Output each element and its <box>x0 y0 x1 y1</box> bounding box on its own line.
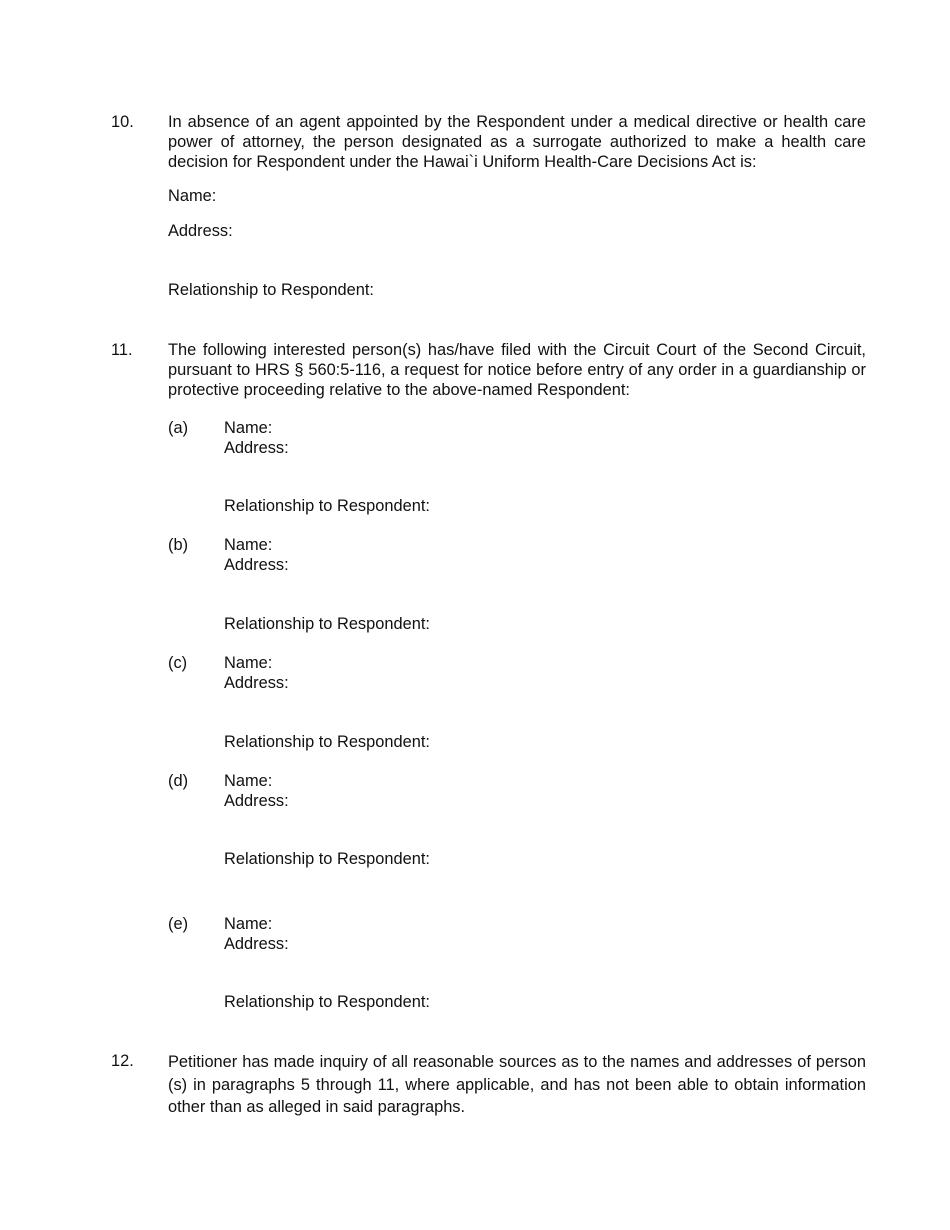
entry-e-letter: (e) <box>168 915 189 933</box>
entry-b-address-label: Address: <box>224 556 289 574</box>
paragraph-10-address-label: Address: <box>168 222 233 240</box>
entry-e-relationship-label: Relationship to Respondent: <box>224 993 430 1011</box>
entry-b-relationship-label: Relationship to Respondent: <box>224 615 430 633</box>
paragraph-11-number: 11. <box>111 341 133 359</box>
entry-a-relationship-label: Relationship to Respondent: <box>224 497 430 515</box>
entry-c-name-label: Name: <box>224 654 273 672</box>
entry-c-address-label: Address: <box>224 674 289 692</box>
paragraph-11-text: The following interested person(s) has/have filed with the Circuit Court of the Second Circuit, pursuant to HRS § 560:5-116, a request for notice before entry of any order in a guardianship or protective proceeding relative to the above-named Respondent: <box>168 341 866 399</box>
entry-a-name-label: Name: <box>224 419 273 437</box>
entry-d-name-label: Name: <box>224 772 273 790</box>
paragraph-10-number: 10. <box>111 113 134 131</box>
paragraph-12-number: 12. <box>111 1052 134 1070</box>
entry-e-name-label: Name: <box>224 915 273 933</box>
entry-b-letter: (b) <box>168 536 189 554</box>
entry-c-relationship-label: Relationship to Respondent: <box>224 733 430 751</box>
entry-e-address-label: Address: <box>224 935 289 953</box>
entry-a-address-label: Address: <box>224 439 289 457</box>
entry-b-name-label: Name: <box>224 536 273 554</box>
paragraph-12-text: Petitioner has made inquiry of all reasonable sources as to the names and addresses of person (s) in paragraphs 5 through 11, where applicable, and has not been able to obtain information other than as alleged in said paragraphs. <box>168 1053 866 1116</box>
entry-d-relationship-label: Relationship to Respondent: <box>224 850 430 868</box>
entry-c-letter: (c) <box>168 654 188 672</box>
entry-a-letter: (a) <box>168 419 189 437</box>
entry-d-letter: (d) <box>168 772 189 790</box>
paragraph-10-text: In absence of an agent appointed by the Respondent under a medical directive or health care power of attorney, the person designated as a surrogate authorized to make a health care decision for Respondent under the Hawai`i Uniform Health-Care Decisions Act is: <box>168 113 866 171</box>
paragraph-10-name-label: Name: <box>168 187 217 205</box>
paragraph-10-relationship-label: Relationship to Respondent: <box>168 281 374 299</box>
entry-d-address-label: Address: <box>224 792 289 810</box>
